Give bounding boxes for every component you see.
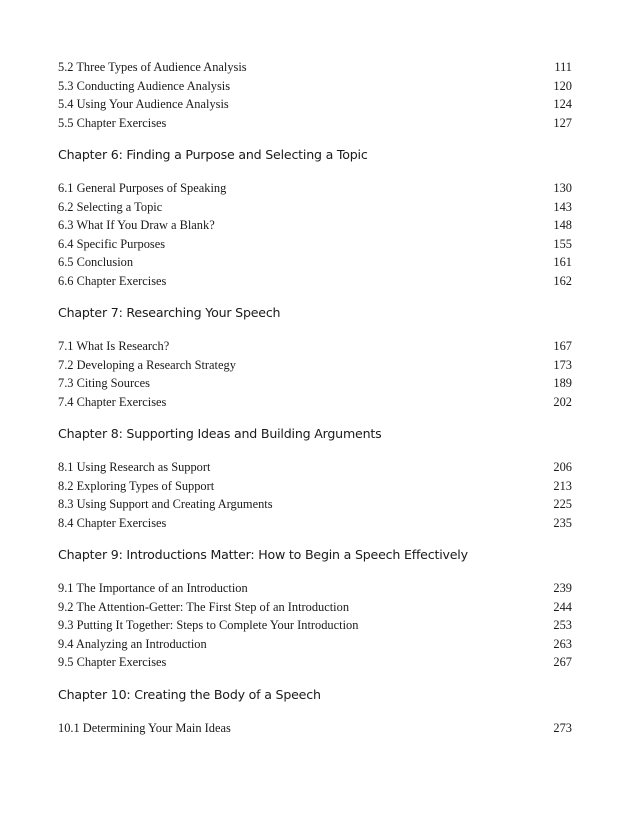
chapter-section <box>58 304 572 411</box>
toc-entry-label: 6.5 Conclusion <box>58 255 134 269</box>
toc-entry[interactable] <box>58 598 572 617</box>
toc-entry-page-number: 267 <box>553 655 572 669</box>
toc-entry-label: 8.4 Chapter Exercises <box>58 515 167 530</box>
toc-entry[interactable] <box>58 579 572 598</box>
toc-entry[interactable] <box>58 356 572 375</box>
toc-entry-label: 10.1 Determining Your Main Ideas <box>58 720 231 735</box>
toc-entry[interactable] <box>58 653 572 672</box>
toc-entry[interactable] <box>58 253 572 272</box>
toc-entry[interactable] <box>58 514 572 533</box>
chapter-heading[interactable]: Chapter 6: Finding a Purpose and Selecting a Topic <box>58 147 368 162</box>
toc-entry[interactable] <box>58 235 572 254</box>
toc-entry-label: 9.3 Putting It Together: Steps to Complete Your Introduction <box>58 618 359 632</box>
toc-entry-page-number: 239 <box>553 581 572 595</box>
toc-entry-label: 6.2 Selecting a Topic <box>58 199 163 214</box>
toc-entry-label: 7.1 What Is Research? <box>58 339 170 353</box>
toc-entry-page-number: 167 <box>553 339 572 353</box>
chapter-section <box>58 546 572 672</box>
toc-entry-page-number: 162 <box>553 273 572 288</box>
toc-entry-page-number: 130 <box>553 181 572 195</box>
toc-entry-page-number: 225 <box>553 497 572 511</box>
toc-entry-label: 9.5 Chapter Exercises <box>58 655 167 669</box>
toc-entry[interactable] <box>58 198 572 217</box>
toc-entry-label: 7.2 Developing a Research Strategy <box>58 357 236 372</box>
chapter-heading[interactable]: Chapter 8: Supporting Ideas and Building Arguments <box>58 426 382 441</box>
toc-entry-page-number: 173 <box>553 357 572 372</box>
toc-entry-label: 6.3 What If You Draw a Blank? <box>58 218 215 232</box>
toc-entry-page-number: 202 <box>553 394 572 409</box>
toc-entry[interactable] <box>58 393 572 412</box>
toc-entry-label: 5.2 Three Types of Audience Analysis <box>58 60 247 74</box>
toc-entry-page-number: 148 <box>553 218 572 232</box>
toc-entry-page-number: 213 <box>553 478 572 493</box>
toc-entry-label: 6.4 Specific Purposes <box>58 236 166 251</box>
toc-entry-label: 7.3 Citing Sources <box>58 376 150 390</box>
toc-entry-label: 8.3 Using Support and Creating Arguments <box>58 497 273 511</box>
toc-entry-page-number: 120 <box>553 78 572 93</box>
toc-entry[interactable] <box>58 58 572 77</box>
toc-entry[interactable] <box>58 337 572 356</box>
toc-entry[interactable] <box>58 95 572 114</box>
toc-entry[interactable] <box>58 114 572 133</box>
toc-entry-label: 5.5 Chapter Exercises <box>58 115 167 130</box>
table-of-contents <box>58 58 572 737</box>
toc-entry[interactable] <box>58 374 572 393</box>
toc-entry-label: 9.2 The Attention-Getter: The First Step of an Introduction <box>58 599 350 614</box>
toc-entry-page-number: 235 <box>553 515 572 530</box>
toc-entry-page-number: 127 <box>553 115 572 130</box>
toc-entry-page-number: 155 <box>553 236 572 251</box>
toc-entry-page-number: 161 <box>553 255 572 269</box>
toc-entry[interactable] <box>58 272 572 291</box>
toc-entry-page-number: 263 <box>553 636 572 651</box>
chapter-heading[interactable]: Chapter 9: Introductions Matter: How to Begin a Speech Effectively <box>58 547 468 562</box>
chapter-heading[interactable]: Chapter 10: Creating the Body of a Speech <box>58 686 321 702</box>
toc-entry-label: 9.4 Analyzing an Introduction <box>58 636 207 651</box>
chapter-list <box>58 146 572 737</box>
chapter-section <box>58 146 572 290</box>
toc-entry-label: 8.1 Using Research as Support <box>58 460 211 474</box>
toc-entry-label: 9.1 The Importance of an Introduction <box>58 581 248 595</box>
toc-entry-page-number: 124 <box>553 97 572 111</box>
toc-entry-label: 7.4 Chapter Exercises <box>58 394 167 409</box>
toc-entry-page-number: 273 <box>553 720 572 735</box>
continued-section <box>58 58 572 132</box>
chapter-section <box>58 425 572 532</box>
toc-entry-label: 6.1 General Purposes of Speaking <box>58 181 227 195</box>
toc-entry-page-number: 244 <box>553 599 572 614</box>
toc-entry-label: 6.6 Chapter Exercises <box>58 273 167 288</box>
toc-entry[interactable] <box>58 458 572 477</box>
toc-entry[interactable] <box>58 179 572 198</box>
toc-entry-page-number: 111 <box>554 60 572 74</box>
toc-entry-label: 5.4 Using Your Audience Analysis <box>58 97 229 111</box>
toc-entry[interactable] <box>58 616 572 635</box>
toc-entry[interactable] <box>58 216 572 235</box>
toc-entry[interactable] <box>58 719 572 738</box>
toc-entry-page-number: 189 <box>553 376 572 390</box>
toc-entry-page-number: 143 <box>553 199 572 214</box>
chapter-heading[interactable]: Chapter 7: Researching Your Speech <box>58 305 281 320</box>
toc-entry-label: 5.3 Conducting Audience Analysis <box>58 78 231 93</box>
toc-entry-page-number: 206 <box>553 460 572 474</box>
chapter-section <box>58 686 572 738</box>
toc-entry[interactable] <box>58 77 572 96</box>
toc-entry[interactable] <box>58 495 572 514</box>
toc-entry-page-number: 253 <box>553 618 572 632</box>
toc-entry-label: 8.2 Exploring Types of Support <box>58 478 215 493</box>
toc-entry[interactable] <box>58 635 572 654</box>
toc-entry[interactable] <box>58 477 572 496</box>
